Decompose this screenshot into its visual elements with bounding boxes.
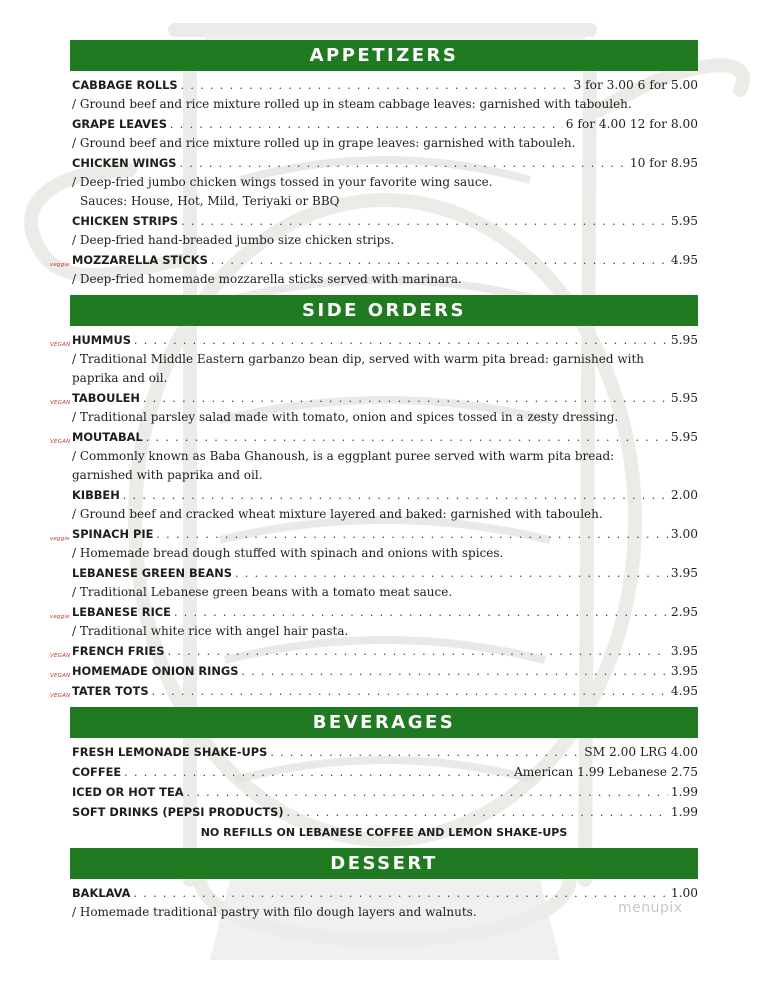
menu-item-row (50, 682, 698, 701)
menu-item-name: FRESH LEMONADE SHAKE-UPS (72, 745, 268, 759)
menu-item-price: American 1.99 Lebanese 2.75 (513, 765, 698, 779)
menu-item-price: SM 2.00 LRG 4.00 (584, 745, 698, 759)
menu-section-appetizers (50, 40, 698, 289)
menu-item-row (50, 642, 698, 661)
menu-item-price: 3.95 (670, 566, 698, 580)
menu-item-list (50, 326, 698, 701)
menu-item-price: 3 for 3.00 6 for 5.00 (573, 78, 698, 92)
diet-tag-badge: VEGAN (50, 439, 71, 445)
menu-item-row (50, 603, 698, 622)
menu-item-row (50, 525, 698, 544)
menu-item-name: HUMMUS (72, 333, 131, 347)
menu-item (50, 428, 698, 485)
dot-leader (156, 525, 667, 544)
menu-item-name: TABOULEH (72, 391, 140, 405)
menu-item-price: 10 for 8.95 (629, 156, 698, 170)
dot-leader (235, 564, 668, 583)
menu-item-description: / Traditional Middle Eastern garbanzo bean dip, served with warm pita bread: garnished with paprika and oil. (72, 352, 645, 385)
menu-item (50, 389, 698, 427)
menu-item-name: MOUTABAL (72, 430, 143, 444)
dot-leader (152, 682, 668, 701)
menu-item-price: 5.95 (670, 214, 698, 228)
menu-item (50, 251, 698, 289)
dot-leader (187, 783, 668, 802)
menu-item-name: BAKLAVA (72, 886, 131, 900)
menu-item (70, 76, 698, 114)
menu-item (50, 642, 698, 661)
dot-leader (287, 803, 668, 822)
menu-item-price: 3.95 (670, 644, 698, 658)
menu-item-row (70, 76, 698, 95)
menu-item-price: 5.95 (670, 333, 698, 347)
diet-tag-badge: VEGAN (50, 673, 71, 679)
diet-tag-badge: VEGAN (50, 693, 71, 699)
menu-item (70, 154, 698, 211)
menu-item-sauces: Sauces: House, Hot, Mild, Teriyaki or BBQ (80, 194, 340, 208)
menu-item-price: 1.99 (670, 805, 698, 819)
menu-item-description: / Ground beef and rice mixture rolled up in steam cabbage leaves: garnished with tabouleh. (72, 97, 632, 111)
dot-leader (241, 662, 667, 681)
menu-section-beverages (70, 707, 698, 842)
menu-item (50, 682, 698, 701)
menu-item-price: 5.95 (670, 391, 698, 405)
dot-leader (133, 884, 667, 903)
menu-item (50, 662, 698, 681)
watermark-text: menupix (618, 900, 683, 916)
menu-item (70, 743, 698, 762)
menu-item (70, 884, 698, 922)
menu-item (50, 331, 698, 388)
menu-item-name: ICED OR HOT TEA (72, 785, 184, 799)
menu-item-name: MOZZARELLA STICKS (72, 253, 208, 267)
menu-item-name: LEBANESE GREEN BEANS (72, 566, 232, 580)
menu-item (70, 212, 698, 250)
menu-item-name: CABBAGE ROLLS (72, 78, 178, 92)
menu-item-row (70, 115, 698, 134)
menu-item-description: / Ground beef and rice mixture rolled up in grape leaves: garnished with tabouleh. (72, 136, 576, 150)
restaurant-menu (50, 40, 698, 928)
dot-leader (174, 603, 668, 622)
menu-section-side-orders (50, 295, 698, 701)
menu-item-price: 2.00 (670, 488, 698, 502)
menu-item-name: CHICKEN STRIPS (72, 214, 179, 228)
section-note: NO REFILLS ON LEBANESE COFFEE AND LEMON SHAKE-UPS (200, 826, 568, 839)
diet-tag-badge: VEGAN (50, 342, 71, 348)
menu-item-row (70, 154, 698, 173)
diet-tag-badge: VEGAN (50, 400, 71, 406)
menu-item-list (70, 738, 698, 842)
menu-item-name: TATER TOTS (72, 684, 149, 698)
menu-item (70, 763, 698, 782)
diet-tag-badge: veggie (50, 536, 70, 542)
menu-item-name: HOMEMADE ONION RINGS (72, 664, 239, 678)
dot-leader (168, 642, 668, 661)
menu-item-row (50, 662, 698, 681)
section-title-banner: SIDE ORDERS (70, 295, 698, 326)
menu-item-list (70, 879, 698, 922)
dot-leader (181, 212, 668, 231)
section-title-banner: BEVERAGES (70, 707, 698, 738)
dot-leader (123, 486, 668, 505)
menu-item-row (70, 486, 698, 505)
menu-item-price: 3.95 (670, 664, 698, 678)
menu-item-price: 4.95 (670, 684, 698, 698)
menu-item-row (50, 428, 698, 447)
menu-item-description: / Traditional white rice with angel hair pasta. (72, 624, 349, 638)
menu-item-description: / Homemade bread dough stuffed with spinach and onions with spices. (72, 546, 504, 560)
menu-item-description: / Commonly known as Baba Ghanoush, is a eggplant puree served with warm pita bread: garnished with paprika and oil. (72, 449, 615, 482)
menu-item-row (70, 783, 698, 802)
dot-leader (124, 763, 511, 782)
menu-item-price: 4.95 (670, 253, 698, 267)
menu-item-name: LEBANESE RICE (72, 605, 171, 619)
diet-tag-badge: VEGAN (50, 653, 71, 659)
menu-item (70, 486, 698, 524)
menu-item (50, 603, 698, 641)
menu-item-name: CHICKEN WINGS (72, 156, 177, 170)
menu-item-description: / Ground beef and cracked wheat mixture layered and baked: garnished with tabouleh. (72, 507, 603, 521)
menu-item (50, 525, 698, 563)
menu-item (70, 564, 698, 602)
menu-item-price: 3.00 (670, 527, 698, 541)
diet-tag-badge: veggie (50, 262, 70, 268)
menu-item-row (70, 743, 698, 762)
dot-leader (134, 331, 668, 350)
menu-item-row (50, 251, 698, 270)
menu-item-row (70, 212, 698, 231)
menu-item-description: / Deep-fried hand-breaded jumbo size chicken strips. (72, 233, 395, 247)
menu-item-row (50, 331, 698, 350)
menu-item-name: GRAPE LEAVES (72, 117, 167, 131)
menu-item-price: 5.95 (670, 430, 698, 444)
menu-item-description: / Traditional Lebanese green beans with a tomato meat sauce. (72, 585, 453, 599)
menu-item-description: / Traditional parsley salad made with tomato, onion and spices tossed in a zesty dressing. (72, 410, 619, 424)
section-title-banner: DESSERT (70, 848, 698, 879)
dot-leader (270, 743, 581, 762)
dot-leader (143, 389, 668, 408)
menu-item-price: 1.00 (670, 886, 698, 900)
menu-item-row (50, 389, 698, 408)
menu-item-name: SOFT DRINKS (PEPSI PRODUCTS) (72, 805, 284, 819)
menu-item (70, 803, 698, 822)
menu-item-name: COFFEE (72, 765, 122, 779)
menu-item-price: 2.95 (670, 605, 698, 619)
menu-item-name: FRENCH FRIES (72, 644, 165, 658)
menu-item-price: 6 for 4.00 12 for 8.00 (565, 117, 698, 131)
menu-item-description: / Deep-fried jumbo chicken wings tossed in your favorite wing sauce. (72, 175, 493, 189)
menu-item-price: 1.99 (670, 785, 698, 799)
menu-item-name: SPINACH PIE (72, 527, 154, 541)
menu-item-row (70, 763, 698, 782)
dot-leader (211, 251, 668, 270)
dot-leader (146, 428, 668, 447)
dot-leader (180, 154, 627, 173)
menu-item-list (50, 71, 698, 289)
menu-item (70, 783, 698, 802)
menu-item-row (70, 884, 698, 903)
dot-leader (181, 76, 571, 95)
menu-item-description: / Deep-fried homemade mozzarella sticks served with marinara. (72, 272, 462, 286)
menu-item-row (70, 564, 698, 583)
menu-item-row (70, 803, 698, 822)
menu-item-name: KIBBEH (72, 488, 120, 502)
menu-section-dessert (70, 848, 698, 922)
menu-item-description: / Homemade traditional pastry with filo dough layers and walnuts. (72, 905, 477, 919)
dot-leader (170, 115, 563, 134)
section-title-banner: APPETIZERS (70, 40, 698, 71)
diet-tag-badge: veggie (50, 614, 70, 620)
menu-item (70, 115, 698, 153)
